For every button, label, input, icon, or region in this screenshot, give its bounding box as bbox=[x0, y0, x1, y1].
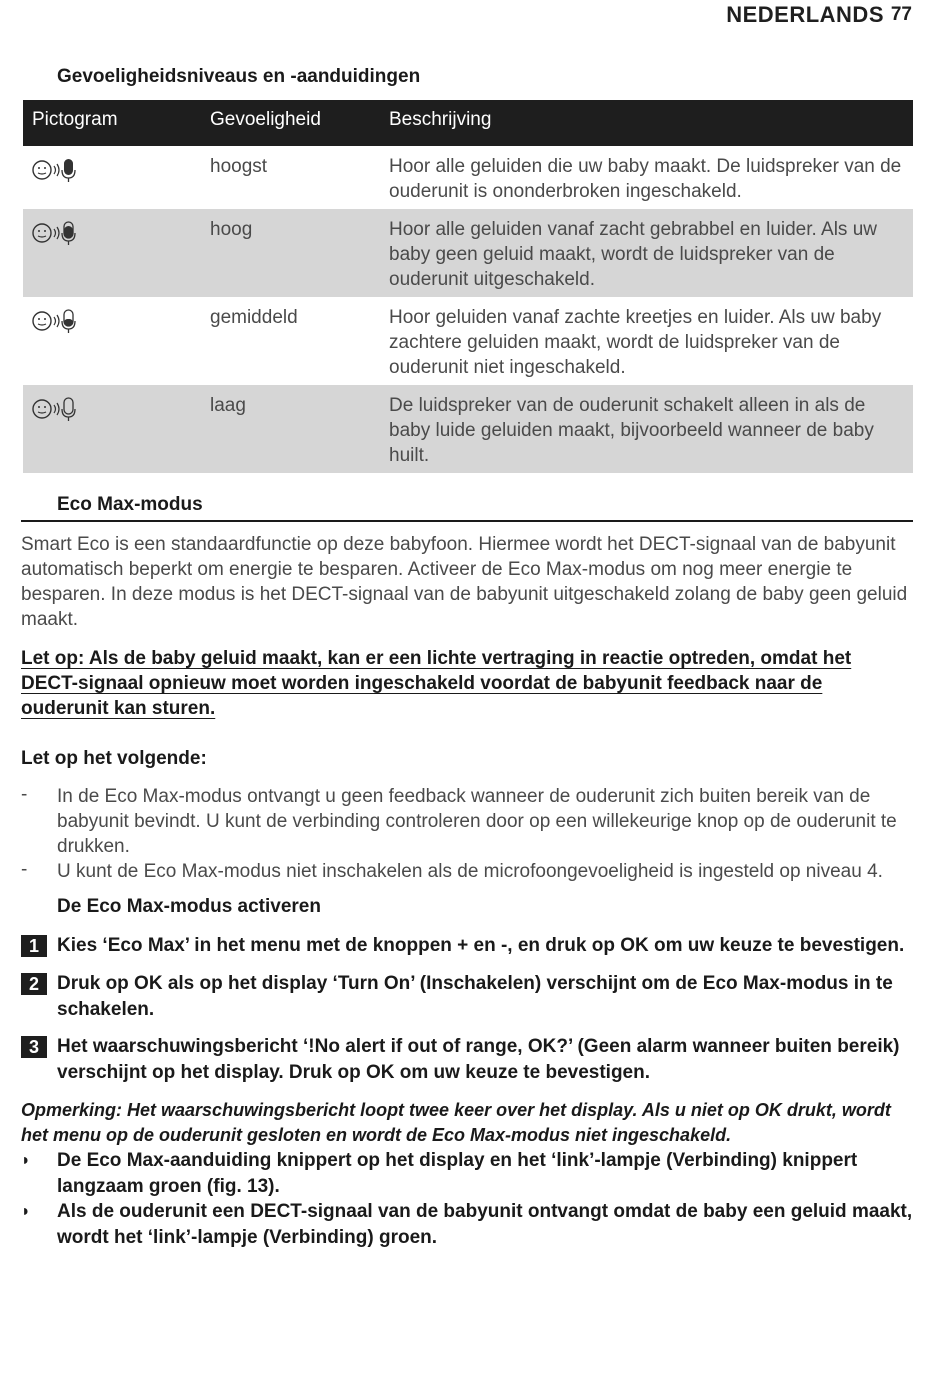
step-text: Druk op OK als op het display ‘Turn On’ (Inschakelen) verschijnt om de Eco Max-modus in te schakelen. bbox=[57, 973, 893, 1020]
table-row bbox=[23, 385, 913, 473]
step-number: 2 bbox=[21, 973, 47, 995]
result-item: Als de ouderunit een DECT-signaal van de babyunit ontvangt omdat de baby een geluid maakt, wordt het ‘link’-lampje (Verbinding) groen. bbox=[57, 1201, 913, 1248]
sensitivity-description: Hoor geluiden vanaf zachte kreetjes en luider. Als uw baby zachtere geluiden maakt, wordt de luidspreker van de ouderunit niet ingeschakeld. bbox=[389, 307, 882, 378]
sensitivity-high-icon bbox=[31, 219, 81, 254]
note-item: In de Eco Max-modus ontvangt u geen feedback wanneer de ouderunit zich buiten bereik van de babyunit bevindt. U kunt de verbinding controleren door op een willekeurige knop op de ouderunit te drukken. bbox=[57, 786, 897, 857]
sensitivity-medium-icon bbox=[31, 307, 81, 342]
sensitivity-level: hoog bbox=[210, 219, 253, 240]
sensitivity-section-title: Gevoeligheidsniveaus en -aanduidingen bbox=[57, 66, 421, 87]
sensitivity-level: gemiddeld bbox=[210, 307, 298, 328]
activate-section-title: De Eco Max-modus activeren bbox=[57, 896, 321, 917]
step-number: 3 bbox=[21, 1036, 47, 1058]
sensitivity-highest-icon bbox=[31, 156, 81, 191]
language-header: NEDERLANDS bbox=[726, 2, 884, 27]
note-heading: Let op het volgende: bbox=[21, 748, 207, 769]
sensitivity-description: De luidspreker van de ouderunit schakelt alleen in als de baby luide geluiden maakt, bijvoorbeeld wanneer de baby huilt. bbox=[389, 395, 874, 466]
dash-bullet: - bbox=[21, 859, 28, 880]
note-item: U kunt de Eco Max-modus niet inschakelen als de microfoongevoeligheid is ingesteld op niveau 4. bbox=[57, 861, 883, 882]
result-item: De Eco Max-aanduiding knippert op het display en het ‘link’-lampje (Verbinding) knippert langzaam groen (fig. 13). bbox=[57, 1150, 858, 1197]
section-divider bbox=[21, 520, 913, 522]
eco-warning bbox=[21, 646, 921, 721]
eco-intro-paragraph: Smart Eco is een standaardfunctie op deze babyfoon. Hiermee wordt het DECT-signaal van de babyunit automatisch beperkt om energie te besparen. Activeer de Eco Max-modus om nog meer energie te besparen. In deze modus is het DECT-signaal van de babyunit uitgeschakeld zolang de baby geen geluid maakt. bbox=[21, 534, 908, 630]
warning-line: Let op: Als de baby geluid maakt, kan er een lichte vertraging in reactie optreden, omdat het bbox=[21, 648, 852, 669]
step-text: Kies ‘Eco Max’ in het menu met de knoppen + en -, en druk op OK om uw keuze te bevestigen. bbox=[57, 935, 905, 956]
eco-section-title: Eco Max-modus bbox=[57, 494, 203, 515]
warning-line: DECT-signaal opnieuw moet worden ingeschakeld voordat de babyunit feedback naar de bbox=[21, 673, 823, 694]
warning-line: ouderunit kan sturen. bbox=[21, 698, 216, 719]
table-row bbox=[23, 146, 913, 209]
sensitivity-table bbox=[23, 100, 913, 473]
step-number: 1 bbox=[21, 935, 47, 957]
remark-note: Opmerking: Het waarschuwingsbericht loopt twee keer over het display. Als u niet op OK drukt, wordt het menu op de ouderunit gesloten en wordt de Eco Max-modus niet ingeschakeld. bbox=[21, 1100, 891, 1145]
result-bullet-icon: ◗ bbox=[21, 1152, 31, 1169]
sensitivity-level: laag bbox=[210, 395, 246, 416]
page-number: 77 bbox=[890, 4, 912, 25]
sensitivity-description: Hoor alle geluiden die uw baby maakt. De luidspreker van de ouderunit is ononderbroken ingeschakeld. bbox=[389, 156, 902, 202]
table-header bbox=[23, 100, 913, 146]
result-bullet-icon: ◗ bbox=[21, 1203, 31, 1220]
table-row bbox=[23, 209, 913, 297]
table-row bbox=[23, 297, 913, 385]
header-pictogram: Pictogram bbox=[32, 109, 118, 130]
sensitivity-description: Hoor alle geluiden vanaf zacht gebrabbel en luider. Als uw baby geen geluid maakt, wordt de luidspreker van de ouderunit uitgeschakeld. bbox=[389, 219, 877, 290]
header-sensitivity: Gevoeligheid bbox=[210, 109, 321, 130]
dash-bullet: - bbox=[21, 784, 28, 805]
header-description: Beschrijving bbox=[389, 109, 492, 130]
sensitivity-low-icon bbox=[31, 395, 81, 430]
step-text: Het waarschuwingsbericht ‘!No alert if out of range, OK?’ (Geen alarm wanneer buiten bereik) verschijnt op het display. Druk op OK om uw keuze te bevestigen. bbox=[57, 1036, 900, 1083]
sensitivity-level: hoogst bbox=[210, 156, 268, 177]
